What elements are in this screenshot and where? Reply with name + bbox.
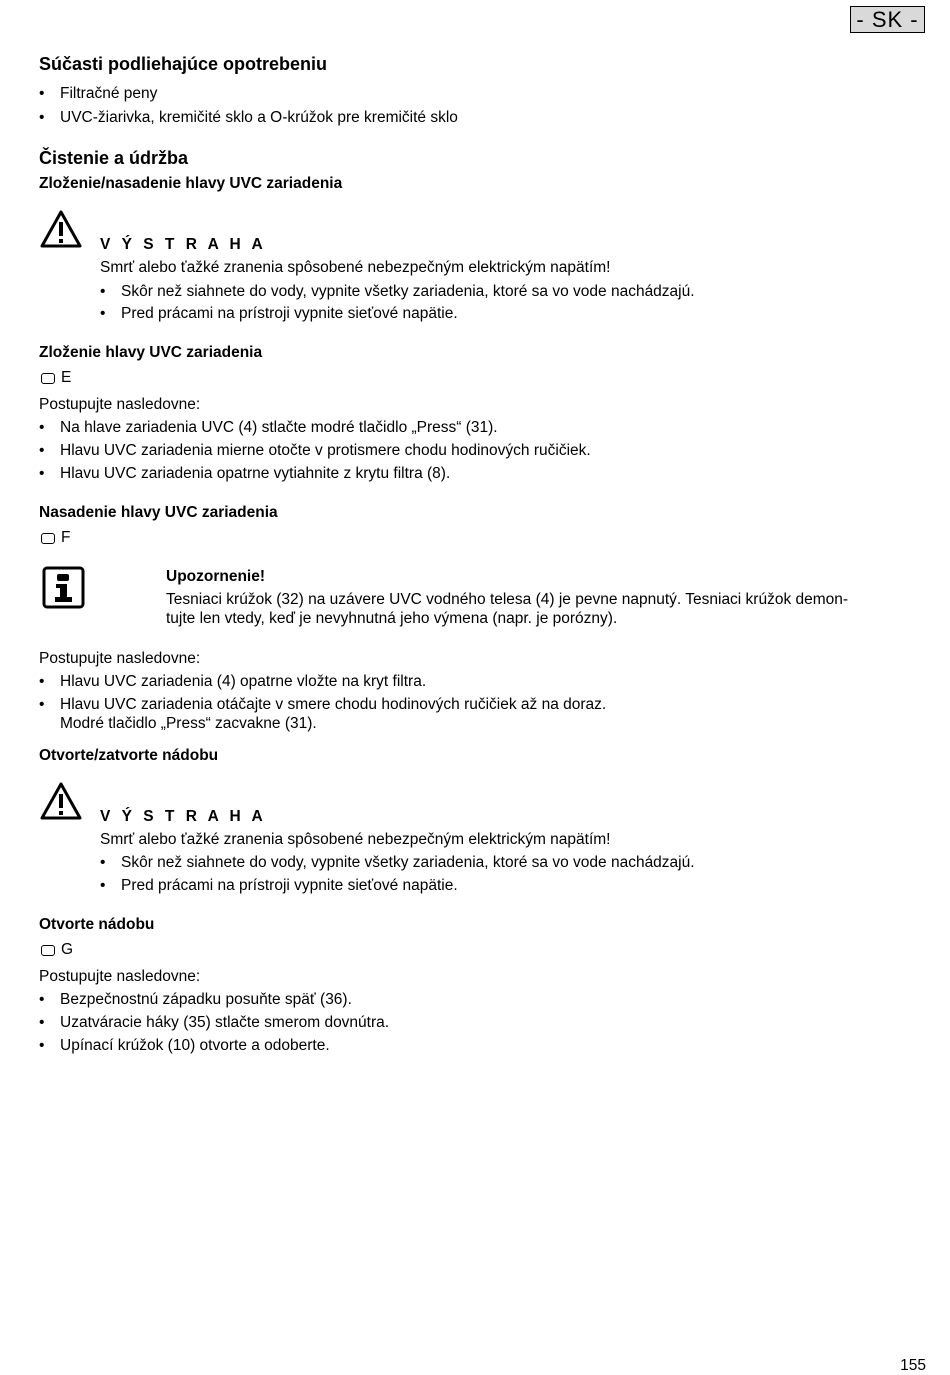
list-item: • Pred prácami na prístroji vypnite sieťové napätie.: [121, 876, 458, 895]
section-title-remove: Zloženie hlavy UVC zariadenia: [39, 344, 263, 361]
warning-text: Smrť alebo ťažké zranenia spôsobené nebezpečným elektrickým napätím!: [100, 831, 611, 848]
notice-text-line-1: Tesniaci krúžok (32) na uzávere UVC vodného telesa (4) je pevne napnutý. Tesniaci krúžok demon-: [166, 591, 849, 608]
figure-box-icon: [41, 533, 55, 544]
page-number: 155: [900, 1357, 926, 1374]
warning-triangle-icon: [39, 781, 83, 821]
list-item: • Skôr než siahnete do vody, vypnite všetky zariadenia, ktoré sa vo vode nachádzajú.: [121, 282, 695, 301]
section-title-attach: Nasadenie hlavy UVC zariadenia: [39, 504, 278, 521]
list-item: • Filtračné peny: [60, 84, 157, 103]
section-title-open: Otvorte nádobu: [39, 916, 155, 933]
figure-box-icon: [41, 945, 55, 956]
section-subtitle: Zloženie/nasadenie hlavy UVC zariadenia: [39, 175, 343, 192]
list-item: • Uzatváracie háky (35) stlačte smerom dovnútra.: [60, 1013, 389, 1032]
intro-text: Postupujte nasledovne:: [39, 396, 201, 413]
intro-text: Postupujte nasledovne:: [39, 968, 201, 985]
list-item: • Hlavu UVC zariadenia otáčajte v smere chodu hodinových ručičiek až na doraz.: [60, 695, 606, 714]
list-item: • Hlavu UVC zariadenia mierne otočte v protismere chodu hodinových ručičiek.: [60, 441, 591, 460]
info-notice-icon: [42, 566, 85, 609]
list-item: • Na hlave zariadenia UVC (4) stlačte modré tlačidlo „Press“ (31).: [60, 418, 498, 437]
list-item: • Pred prácami na prístroji vypnite sieťové napätie.: [121, 304, 458, 323]
list-item: • Hlavu UVC zariadenia (4) opatrne vložte na kryt filtra.: [60, 672, 426, 691]
list-item: • Upínací krúžok (10) otvorte a odoberte.: [60, 1036, 330, 1055]
notice-title: Upozornenie!: [166, 568, 266, 585]
intro-text: Postupujte nasledovne:: [39, 650, 201, 667]
section-title-wear-parts: Súčasti podliehajúce opotrebeniu: [39, 54, 328, 74]
warning-text: Smrť alebo ťažké zranenia spôsobené nebezpečným elektrickým napätím!: [100, 259, 611, 276]
figure-ref: E: [41, 369, 71, 387]
section-title-container: Otvorte/zatvorte nádobu: [39, 747, 219, 764]
list-item: • UVC-žiarivka, kremičité sklo a O-krúžok pre kremičité sklo: [60, 108, 458, 127]
figure-box-icon: [41, 373, 55, 384]
list-item: • Bezpečnostnú západku posuňte späť (36).: [60, 990, 352, 1009]
figure-ref: G: [41, 941, 73, 959]
figure-ref: F: [41, 529, 70, 547]
list-item: • Skôr než siahnete do vody, vypnite všetky zariadenia, ktoré sa vo vode nachádzajú.: [121, 853, 695, 872]
section-title-cleaning: Čistenie a údržba: [39, 148, 189, 168]
warning-title: V Ý S T R A H A: [100, 236, 267, 253]
notice-text-line-2: tujte len vtedy, keď je nevyhnutná jeho výmena (napr. je porózny).: [166, 610, 618, 627]
list-item: • Hlavu UVC zariadenia opatrne vytiahnite z krytu filtra (8).: [60, 464, 450, 483]
warning-triangle-icon: [39, 209, 83, 249]
language-badge: - SK -: [850, 6, 925, 33]
list-item-continuation: Modré tlačidlo „Press“ zacvakne (31).: [60, 715, 317, 732]
warning-title: V Ý S T R A H A: [100, 808, 267, 825]
